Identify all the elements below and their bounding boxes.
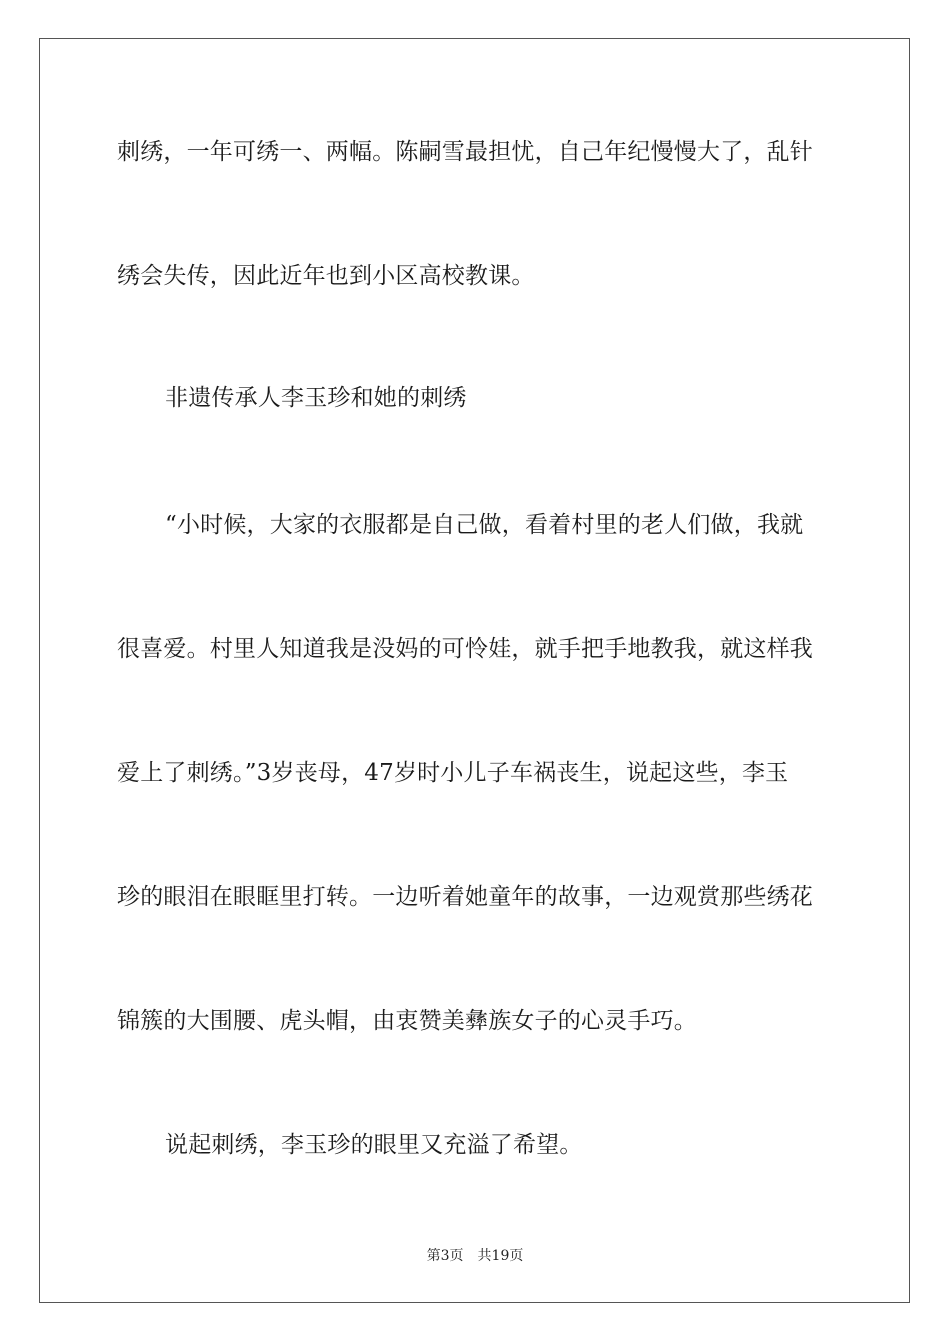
body-text-line: 锦簇的大围腰、虎头帽，由衷赞美彝族女子的心灵手巧。 bbox=[117, 1008, 697, 1034]
body-text-line: 说起刺绣，李玉珍的眼里又充溢了希望。 bbox=[165, 1132, 583, 1158]
page-footer bbox=[0, 1246, 950, 1266]
body-text-line: 很喜爱。村里人知道我是没妈的可怜娃，就手把手地教我，就这样我 bbox=[117, 636, 813, 662]
body-text-line: 刺绣，一年可绣一、两幅。陈嗣雪最担忧，自己年纪慢慢大了，乱针 bbox=[117, 139, 813, 165]
page-border bbox=[39, 38, 910, 1303]
body-text-line: 绣会失传，因此近年也到小区高校教课。 bbox=[117, 263, 535, 289]
body-text-line: 珍的眼泪在眼眶里打转。一边听着她童年的故事，一边观赏那些绣花 bbox=[117, 884, 813, 910]
page-number: 第3页 bbox=[426, 1248, 464, 1264]
section-heading: 非遗传承人李玉珍和她的刺绣 bbox=[165, 385, 467, 411]
body-text-line: “小时候，大家的衣服都是自己做，看着村里的老人们做，我就 bbox=[165, 512, 804, 538]
total-pages: 共19页 bbox=[477, 1248, 524, 1264]
body-text-line: 爱上了刺绣。”3岁丧母，47岁时小儿子车祸丧生，说起这些，李玉 bbox=[117, 760, 789, 786]
